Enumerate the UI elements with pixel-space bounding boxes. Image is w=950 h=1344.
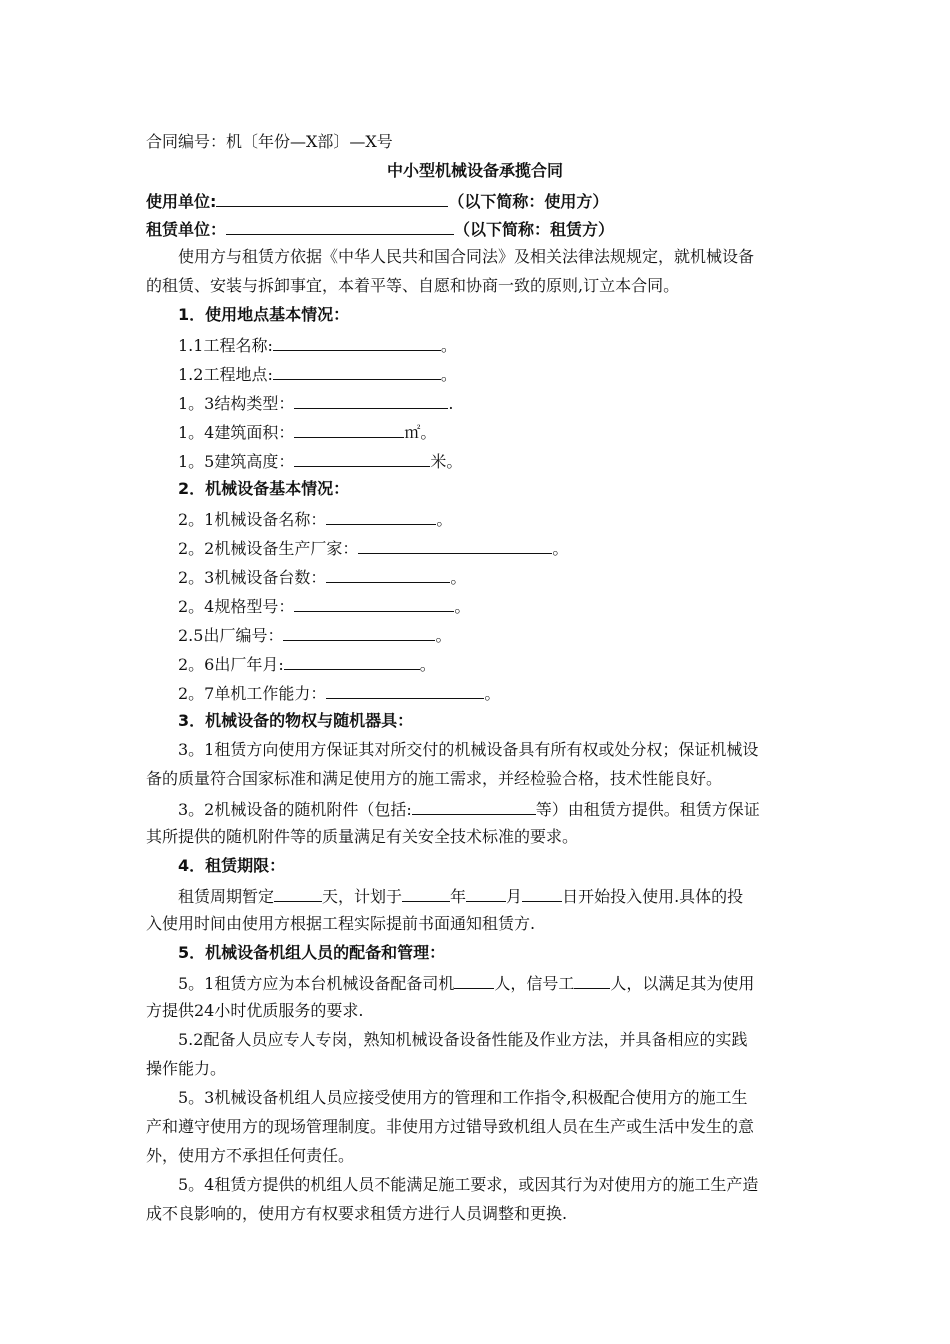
item-label: 2。6出厂年月: — [178, 655, 284, 674]
item-end: ㎡。 — [404, 423, 437, 442]
lessor-unit-suffix: （以下简称：租赁方） — [454, 220, 615, 239]
item-end: 。 — [440, 365, 457, 384]
accessories-blank[interactable] — [412, 798, 536, 815]
para-text: 5。1租赁方应为本台机械设备配备司机 — [178, 974, 455, 993]
para-5-4-line-1: 5。4租赁方提供的机组人员不能满足施工要求，或因其行为对使用方的施工生产造 — [178, 1175, 759, 1194]
project-name-blank[interactable] — [273, 334, 441, 351]
item-1-1 — [178, 334, 457, 356]
building-height-blank[interactable] — [294, 450, 430, 467]
item-1-4 — [178, 421, 436, 443]
para-5-2-line-1: 5.2配备人员应专人专岗，熟知机械设备设备性能及作业方法，并具备相应的实践 — [178, 1030, 748, 1049]
para-4-line-2: 入使用时间由使用方根据工程实际提前书面通知租赁方. — [146, 914, 536, 933]
para-5-1-line-1 — [178, 972, 754, 994]
lessor-unit-blank[interactable] — [226, 218, 454, 235]
item-label: 2。3机械设备台数： — [178, 568, 327, 587]
manufacturer-blank[interactable] — [358, 537, 552, 554]
item-1-5 — [178, 450, 462, 472]
para-3-1-line-1: 3。1租赁方向使用方保证其对所交付的机械设备具有所有权或处分权；保证机械设 — [178, 740, 759, 759]
item-end: 。 — [450, 568, 467, 587]
para-text: 3。2机械设备的随机附件（包括: — [178, 800, 412, 819]
item-end: 。 — [552, 539, 569, 558]
structure-type-blank[interactable] — [294, 392, 448, 409]
section-4-heading: 4．租赁期限： — [178, 856, 286, 875]
driver-count-blank[interactable] — [454, 972, 494, 989]
item-end: 。 — [435, 626, 452, 645]
section-3-heading: 3．机械设备的物权与随机器具： — [178, 711, 414, 730]
user-unit-line — [146, 190, 608, 212]
para-text: 租赁周期暂定 — [178, 887, 275, 906]
item-1-3 — [178, 392, 453, 414]
manufacture-date-blank[interactable] — [284, 653, 420, 670]
para-3-1-line-2: 备的质量符合国家标准和满足使用方的施工需求，并经检验合格，技术性能良好。 — [146, 769, 723, 788]
item-2-5 — [178, 624, 451, 646]
para-text: 人，以满足其为使用 — [610, 974, 755, 993]
para-5-3-line-2: 产和遵守使用方的现场管理制度。非使用方过错导致机组人员在生产或生活中发生的意 — [146, 1117, 755, 1136]
item-label: 2。4规格型号： — [178, 597, 295, 616]
item-end: 。 — [484, 684, 501, 703]
para-5-4-line-2: 成不良影响的，使用方有权要求租赁方进行人员调整和更换. — [146, 1204, 568, 1223]
para-3-2-line-1 — [178, 798, 760, 820]
start-year-blank[interactable] — [402, 885, 450, 902]
lessor-unit-line — [146, 218, 614, 240]
equipment-name-blank[interactable] — [326, 508, 436, 525]
para-5-2-line-2: 操作能力。 — [146, 1059, 227, 1078]
para-3-2-line-2: 其所提供的随机附件等的质量满足有关安全技术标准的要求。 — [146, 827, 579, 846]
item-end: 。 — [440, 336, 457, 355]
para-5-3-line-3: 外，使用方不承担任何责任。 — [146, 1146, 355, 1165]
item-end: 米。 — [430, 452, 463, 471]
item-label: 1.2工程地点: — [178, 365, 273, 384]
para-text: 月 — [506, 887, 523, 906]
project-location-blank[interactable] — [273, 363, 441, 380]
para-4-line-1 — [178, 885, 743, 907]
model-spec-blank[interactable] — [294, 595, 454, 612]
equipment-count-blank[interactable] — [326, 566, 450, 583]
building-area-blank[interactable] — [294, 421, 404, 438]
capacity-blank[interactable] — [326, 682, 484, 699]
item-label: 2.5出厂编号： — [178, 626, 284, 645]
item-label: 1。3结构类型： — [178, 394, 295, 413]
user-unit-suffix: （以下简称：使用方） — [448, 192, 609, 211]
user-unit-blank[interactable] — [216, 190, 448, 207]
item-end: 。 — [419, 655, 436, 674]
contract-title: 中小型机械设备承揽合同 — [386, 161, 563, 180]
para-text: 天，计划于 — [322, 887, 403, 906]
signalman-count-blank[interactable] — [574, 972, 610, 989]
para-5-3-line-1: 5。3机械设备机组人员应接受使用方的管理和工作指令,积极配合使用方的施工生 — [178, 1088, 748, 1107]
item-end: 。 — [436, 510, 453, 529]
item-2-4 — [178, 595, 470, 617]
item-label: 2。2机械设备生产厂家： — [178, 539, 359, 558]
lessor-unit-label: 租赁单位： — [146, 220, 227, 239]
item-2-2 — [178, 537, 568, 559]
item-label: 1.1工程名称: — [178, 336, 273, 355]
item-2-1 — [178, 508, 452, 530]
item-label: 1。5建筑高度： — [178, 452, 295, 471]
item-end: . — [448, 394, 454, 413]
item-2-6 — [178, 653, 436, 675]
para-text: 年 — [450, 887, 467, 906]
item-2-3 — [178, 566, 466, 588]
item-2-7 — [178, 682, 500, 704]
para-text: 人，信号工 — [494, 974, 575, 993]
start-month-blank[interactable] — [466, 885, 506, 902]
user-unit-label: 使用单位: — [146, 192, 217, 211]
lease-days-blank[interactable] — [274, 885, 322, 902]
item-end: 。 — [454, 597, 471, 616]
para-text: 等）由租赁方提供。租赁方保证 — [535, 800, 760, 819]
section-1-heading: 1．使用地点基本情况： — [178, 305, 350, 324]
item-label: 2。1机械设备名称： — [178, 510, 327, 529]
section-2-heading: 2．机械设备基本情况： — [178, 479, 350, 498]
para-text: 日开始投入使用.具体的投 — [562, 887, 744, 906]
section-5-heading: 5．机械设备机组人员的配备和管理： — [178, 943, 446, 962]
item-label: 2。7单机工作能力： — [178, 684, 327, 703]
para-5-1-line-2: 方提供24小时优质服务的要求. — [146, 1001, 364, 1020]
serial-number-blank[interactable] — [283, 624, 435, 641]
start-day-blank[interactable] — [522, 885, 562, 902]
intro-line-2: 的租赁、安装与拆卸事宜，本着平等、自愿和协商一致的原则,订立本合同。 — [146, 276, 680, 295]
intro-line-1: 使用方与租赁方依据《中华人民共和国合同法》及相关法律法规规定，就机械设备 — [178, 247, 755, 266]
item-label: 1。4建筑面积： — [178, 423, 295, 442]
item-1-2 — [178, 363, 457, 385]
contract-number: 合同编号：机〔年份—X部〕—X号 — [146, 132, 393, 151]
